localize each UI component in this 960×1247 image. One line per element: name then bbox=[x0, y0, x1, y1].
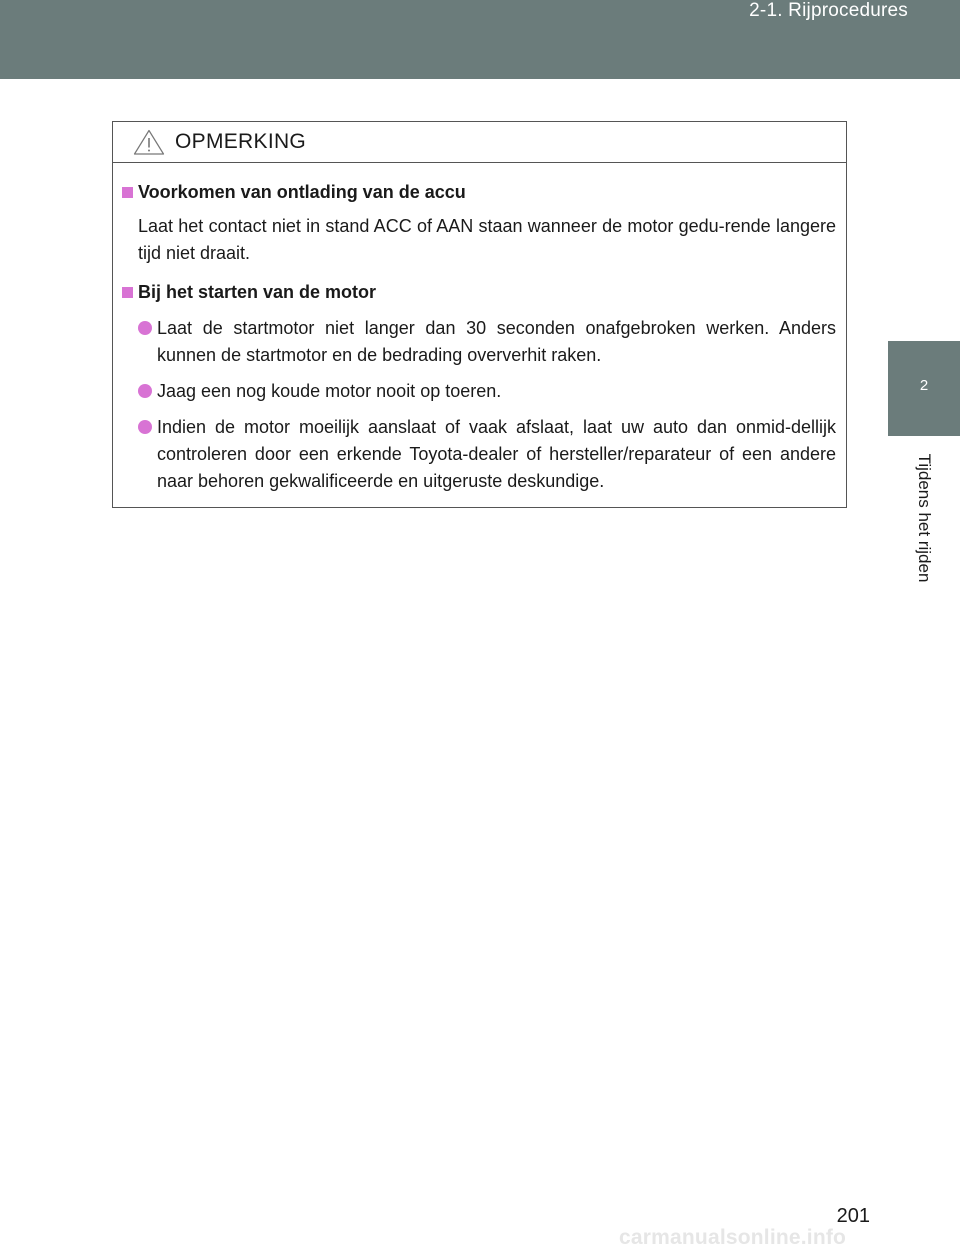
notice-box bbox=[112, 121, 847, 508]
list-item bbox=[138, 414, 836, 495]
list-item bbox=[138, 315, 836, 369]
list-item bbox=[138, 378, 836, 405]
section-title: 2-1. Rijprocedures bbox=[749, 0, 908, 21]
square-bullet-icon bbox=[122, 287, 133, 298]
page-number: 201 bbox=[836, 1205, 870, 1227]
square-bullet-icon bbox=[122, 187, 133, 198]
chapter-tab-label-area bbox=[888, 436, 960, 600]
list-item-text: Laat de startmotor niet langer dan 30 seconden onafgebroken werken. Anders kunnen de startmotor en de bedrading oververhit raken. bbox=[157, 318, 836, 365]
chapter-number: 2 bbox=[919, 377, 929, 394]
header-band bbox=[0, 0, 960, 79]
section-heading-text: Voorkomen van ontlading van de accu bbox=[138, 181, 466, 202]
notice-body bbox=[113, 163, 846, 495]
section-paragraph: Laat het contact niet in stand ACC of AAN staan wanneer de motor gedu-rende langere tijd niet draait. bbox=[138, 216, 836, 263]
notice-header bbox=[113, 122, 846, 163]
circle-bullet-icon bbox=[138, 384, 152, 398]
watermark: carmanualsonline.info bbox=[619, 1226, 847, 1247]
circle-bullet-icon bbox=[138, 321, 152, 335]
warning-triangle-icon bbox=[133, 129, 165, 155]
notice-title: OPMERKING bbox=[175, 130, 307, 153]
list-item-text: Jaag een nog koude motor nooit op toeren. bbox=[157, 381, 502, 401]
section-heading-battery bbox=[122, 180, 836, 204]
list-item-text: Indien de motor moeilijk aanslaat of vaak afslaat, laat uw auto dan onmid-dellijk controleren door een erkende Toyota-dealer of hersteller/reparateur of een andere naar behoren gekwalificeerde en uitgeruste deskundige. bbox=[157, 417, 836, 491]
circle-bullet-icon bbox=[138, 420, 152, 434]
section-heading-starting bbox=[122, 280, 836, 304]
chapter-label: Tijdens het rijden bbox=[915, 453, 934, 583]
section-heading-text: Bij het starten van de motor bbox=[138, 281, 377, 302]
chapter-tab bbox=[888, 341, 960, 436]
